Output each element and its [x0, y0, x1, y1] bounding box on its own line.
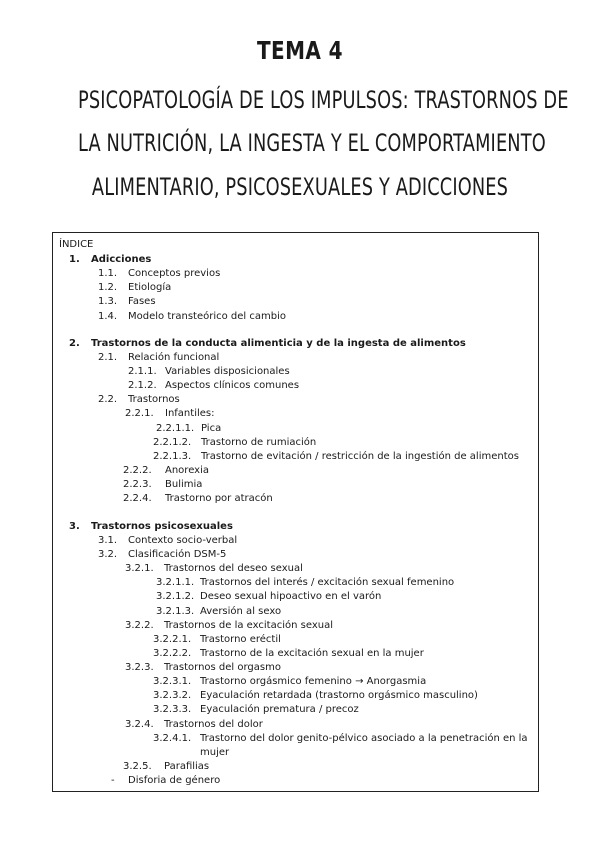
entry-title: Trastorno de la excitación sexual en la mujer: [200, 648, 424, 659]
index-entry: [53, 281, 538, 295]
index-entry: [53, 337, 538, 351]
entry-number: 3.2.1.1.: [156, 577, 195, 588]
entry-number: 3.2.3.2.: [153, 690, 192, 701]
entry-number: 3.2.5.: [123, 761, 152, 772]
index-entry: [53, 590, 538, 604]
index-entry: [53, 407, 538, 421]
index-entry: [53, 718, 538, 732]
topic-number: TEMA 4: [257, 36, 343, 65]
entry-number: 3.2.2.2.: [153, 648, 192, 659]
index-entry: [53, 703, 538, 717]
entry-title: Trastornos de la excitación sexual: [164, 620, 333, 631]
entry-number: 1.3.: [98, 296, 118, 307]
index-entry: [53, 774, 538, 788]
entry-title: Trastorno orgásmico femenino → Anorgasmia: [200, 676, 427, 687]
entry-title: Aspectos clínicos comunes: [165, 380, 300, 391]
index-entry: [53, 365, 538, 379]
index-entry: [53, 253, 538, 267]
entry-number: 3.2.3.: [125, 662, 154, 673]
index-entry: [53, 605, 538, 619]
entry-title: Fases: [128, 296, 156, 307]
entry-number: 2.2.1.2.: [153, 437, 192, 448]
index-entry: [53, 520, 538, 534]
index-entry: [53, 492, 538, 506]
index-entry: [53, 436, 538, 450]
entry-title: Disforia de género: [128, 775, 221, 786]
entry-number: 3.2.2.1.: [153, 634, 192, 645]
entry-title: Variables disposicionales: [165, 366, 290, 377]
entry-number: 2.: [69, 338, 80, 349]
entry-number: 2.2.3.: [123, 479, 152, 490]
entry-number: 2.1.: [98, 352, 118, 363]
entry-title: Trastorno del dolor genito-pélvico asociado a la penetración en la mujer: [200, 733, 528, 758]
entry-number: 3.2.2.: [125, 620, 154, 631]
entry-title: Anorexia: [165, 465, 209, 476]
entry-title: Contexto socio-verbal: [128, 535, 238, 546]
entry-number: 3.: [69, 521, 80, 532]
index-entry: [53, 675, 538, 689]
entry-title: Trastorno de rumiación: [201, 437, 317, 448]
entry-title: Deseo sexual hipoactivo en el varón: [200, 591, 382, 602]
index-entry: [53, 576, 538, 590]
title-line-1: PSICOPATOLOGÍA DE LOS IMPULSOS: TRASTORNOS DE: [78, 86, 569, 114]
entry-number: 1.1.: [98, 268, 118, 279]
index-entry: [53, 393, 538, 407]
index-entry: [53, 548, 538, 562]
index-entry: [53, 379, 538, 393]
index-entry: [53, 633, 538, 647]
entry-title: Adicciones: [91, 254, 152, 265]
index-entry: [53, 760, 538, 774]
index-label: ÍNDICE: [59, 239, 94, 250]
entry-number: 3.2.3.3.: [153, 704, 192, 715]
entry-title: Trastornos: [128, 394, 180, 405]
index-entry: [53, 661, 538, 675]
entry-title: Parafilias: [164, 761, 210, 772]
entry-title: Conceptos previos: [128, 268, 221, 279]
index-entry: [53, 464, 538, 478]
entry-title: Modelo transteórico del cambio: [128, 311, 286, 322]
entry-title: Eyaculación prematura / precoz: [200, 704, 359, 715]
entry-title: Bulimia: [165, 479, 203, 490]
entry-number: 3.2.1.3.: [156, 606, 195, 617]
entry-title: Trastorno eréctil: [200, 634, 281, 645]
index-entry: [53, 351, 538, 365]
entry-title: Pica: [201, 423, 222, 434]
entry-number: 3.1.: [98, 535, 118, 546]
entry-title: Infantiles:: [165, 408, 215, 419]
entry-bullet: -: [111, 775, 115, 786]
entry-title: Aversión al sexo: [200, 606, 282, 617]
entry-number: 1.4.: [98, 311, 118, 322]
entry-number: 2.2.: [98, 394, 118, 405]
entry-title: Trastornos del interés / excitación sexual femenino: [200, 577, 455, 588]
index-entry: [53, 267, 538, 281]
index-entry: [53, 478, 538, 492]
title-line-3: ALIMENTARIO, PSICOSEXUALES Y ADICCIONES: [91, 173, 509, 201]
index-entry: [53, 295, 538, 309]
index-entry: [53, 619, 538, 633]
entry-number: 3.2.1.2.: [156, 591, 195, 602]
index-entry: [53, 310, 538, 324]
title-line-2: LA NUTRICIÓN, LA INGESTA Y EL COMPORTAMIENTO: [78, 129, 546, 157]
entry-number: 2.2.4.: [123, 493, 152, 504]
entry-number: 2.2.1.: [125, 408, 154, 419]
entry-number: 2.1.1.: [128, 366, 157, 377]
index-entry: [53, 732, 538, 760]
entry-number: 3.2.3.1.: [153, 676, 192, 687]
index-entry: [53, 534, 538, 548]
entry-number: 2.2.2.: [123, 465, 152, 476]
entry-title: Relación funcional: [128, 352, 220, 363]
entry-number: 3.2.1.: [125, 563, 154, 574]
entry-number: 3.2.4.: [125, 719, 154, 730]
index-entry: [53, 562, 538, 576]
entry-title: Trastornos psicosexuales: [91, 521, 233, 532]
entry-number: 1.: [69, 254, 80, 265]
entry-title: Trastorno por atracón: [165, 493, 273, 504]
entry-title: Etiología: [128, 282, 172, 293]
entry-number: 2.1.2.: [128, 380, 157, 391]
index-entry: [53, 422, 538, 436]
entry-title: Trastorno de evitación / restricción de la ingestión de alimentos: [201, 451, 519, 462]
entry-number: 3.2.: [98, 549, 118, 560]
entry-number: 3.2.4.1.: [153, 733, 192, 744]
index-entry: [53, 689, 538, 703]
index-label-row: [53, 238, 538, 252]
index-entry: [53, 647, 538, 661]
entry-title: Trastornos del dolor: [164, 719, 263, 730]
index-entry: [53, 450, 538, 464]
entry-number: 2.2.1.1.: [156, 423, 195, 434]
entry-title: Trastornos del orgasmo: [164, 662, 281, 673]
entry-number: 2.2.1.3.: [153, 451, 192, 462]
entry-title: Clasificación DSM-5: [128, 549, 227, 560]
entry-title: Trastornos de la conducta alimenticia y de la ingesta de alimentos: [91, 338, 466, 349]
index-box: [52, 232, 539, 792]
entry-title: Eyaculación retardada (trastorno orgásmico masculino): [200, 690, 478, 701]
entry-title: Trastornos del deseo sexual: [164, 563, 303, 574]
entry-number: 1.2.: [98, 282, 118, 293]
